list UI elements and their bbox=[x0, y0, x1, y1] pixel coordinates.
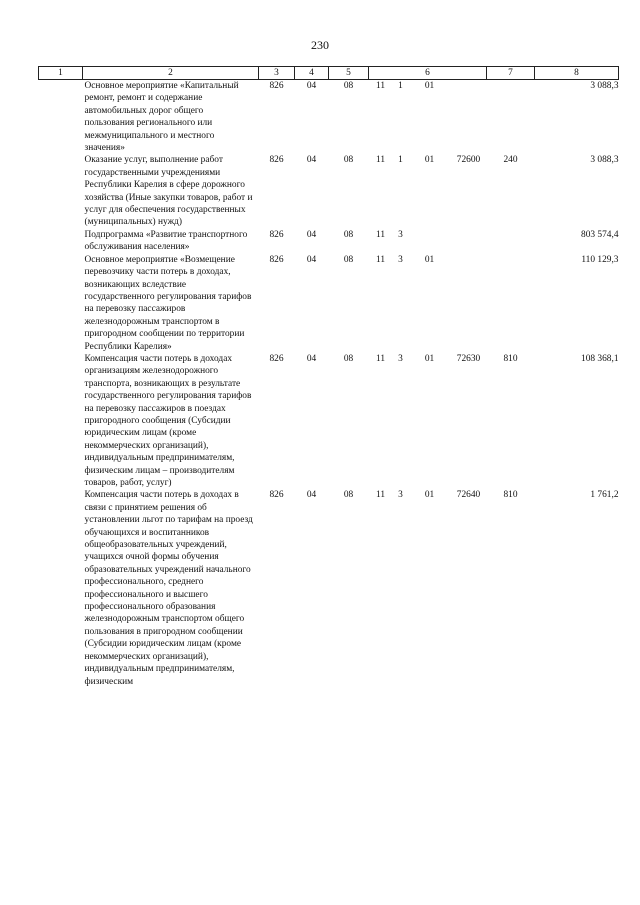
cell-expense-type: 240 bbox=[503, 155, 518, 166]
cell-direction bbox=[451, 254, 487, 353]
header-col-7: 7 bbox=[487, 67, 535, 80]
row-description: Подпрограмма «Развитие транспортного обслуживания населения» bbox=[84, 229, 248, 253]
cell-amount: 3 088,3 bbox=[590, 81, 619, 91]
page-number: 230 bbox=[311, 38, 329, 52]
table-row bbox=[39, 229, 619, 254]
table-row bbox=[39, 154, 619, 228]
cell-program: 11 bbox=[375, 81, 386, 91]
cell-ministry: 826 bbox=[269, 490, 284, 501]
cell-event: 01 bbox=[424, 81, 435, 91]
cell-subsection: 08 bbox=[343, 155, 354, 166]
cell-direction bbox=[451, 80, 487, 155]
cell-amount: 108 368,1 bbox=[581, 353, 619, 364]
row-description: Основное мероприятие «Капитальный ремонт, ремонт и содержание автомобильных дорог общего пользования регионального или межмуниципального и местного значения» bbox=[84, 81, 239, 154]
table-row bbox=[39, 80, 619, 155]
cell-amount: 3 088,3 bbox=[590, 155, 619, 166]
row-description: Основное мероприятие «Возмещение перевозчику части потерь в доходах, возникающих вследствие государственного регулирования тарифов на перевозку пассажиров железнодорожным транспортом в пригородном сообщении по территории Республики Карелия» bbox=[84, 254, 252, 352]
cell-section: 04 bbox=[306, 353, 317, 364]
cell-direction bbox=[451, 229, 487, 254]
cell-subsection: 08 bbox=[343, 81, 354, 91]
header-col-3: 3 bbox=[259, 67, 295, 80]
row-description: Компенсация части потерь в доходах в связи с принятием решения об установлении льгот по тарифам на проезд обучающихся и воспитанников общеобразовательных учреждений, учащихся очной формы обучения образовательных учреждений начального профессионального, среднего профессионального и высшего профессионального образования железнодорожным транспортом общего пользования в пригородном сообщении (Субсидии юридическим лицам (кроме некоммерческих организаций), индивидуальным предпринимателям, физическим bbox=[84, 490, 253, 687]
cell-program: 11 bbox=[375, 490, 386, 501]
cell-subprogram: 3 bbox=[398, 254, 403, 265]
header-col-6: 6 bbox=[369, 67, 487, 80]
cell-event: 01 bbox=[424, 353, 435, 364]
cell-program: 11 bbox=[375, 254, 386, 265]
cell-direction: 72640 bbox=[456, 490, 481, 501]
cell-subprogram: 3 bbox=[398, 353, 403, 364]
cell-section: 04 bbox=[306, 490, 317, 501]
header-col-8: 8 bbox=[535, 67, 619, 80]
cell-ministry: 826 bbox=[269, 353, 284, 364]
cell-section: 04 bbox=[306, 81, 317, 91]
cell-event: 01 bbox=[424, 155, 435, 166]
cell-ministry: 826 bbox=[269, 254, 284, 265]
cell-subsection: 08 bbox=[343, 490, 354, 501]
row-description: Оказание услуг, выполнение работ государственными учреждениями Республики Карелия в сфере дорожного хозяйства (Иные закупки товаров, работ и услуг для обеспечения государственных (муниципальных) нужд) bbox=[84, 155, 253, 228]
cell-subprogram: 3 bbox=[398, 229, 403, 240]
table-row bbox=[39, 489, 619, 688]
cell-section: 04 bbox=[306, 254, 317, 265]
cell-program: 11 bbox=[375, 353, 386, 364]
cell-direction: 72600 bbox=[456, 155, 481, 166]
header-col-2: 2 bbox=[83, 67, 259, 80]
cell-amount: 1 761,2 bbox=[590, 490, 619, 501]
cell-event: 01 bbox=[424, 490, 435, 501]
header-col-5: 5 bbox=[329, 67, 369, 80]
header-row bbox=[39, 67, 619, 80]
table-row bbox=[39, 254, 619, 353]
cell-expense-type: 810 bbox=[503, 490, 518, 501]
cell-subsection: 08 bbox=[343, 353, 354, 364]
cell-amount: 803 574,4 bbox=[581, 229, 619, 240]
cell-program: 11 bbox=[375, 155, 386, 166]
cell-section: 04 bbox=[306, 155, 317, 166]
cell-subprogram: 1 bbox=[398, 81, 403, 91]
cell-event: 01 bbox=[424, 254, 435, 265]
row-description: Компенсация части потерь в доходах организациям железнодорожного транспорта, возникающих в результате государственного регулирования тарифов на перевозку пассажиров в поездах пригородного сообщения (Субсидии юридическим лицам (кроме некоммерческих организаций), индивидуальным предпринимателям, физическим лицам – производителям товаров, работ, услуг) bbox=[84, 353, 252, 488]
cell-expense-type bbox=[487, 254, 535, 353]
cell-expense-type bbox=[487, 229, 535, 254]
cell-ministry: 826 bbox=[269, 229, 284, 240]
cell-ministry: 826 bbox=[269, 81, 284, 91]
cell-section: 04 bbox=[306, 229, 317, 240]
header-col-4: 4 bbox=[295, 67, 329, 80]
cell-program: 11 bbox=[375, 229, 386, 240]
cell-expense-type: 810 bbox=[503, 353, 518, 364]
cell-event bbox=[409, 229, 451, 254]
cell-subsection: 08 bbox=[343, 229, 354, 240]
cell-subprogram: 3 bbox=[398, 490, 403, 501]
header-col-1: 1 bbox=[39, 67, 83, 80]
cell-expense-type bbox=[487, 80, 535, 155]
cell-direction: 72630 bbox=[456, 353, 481, 364]
cell-subsection: 08 bbox=[343, 254, 354, 265]
cell-ministry: 826 bbox=[269, 155, 284, 166]
cell-subprogram: 1 bbox=[398, 155, 403, 166]
cell-amount: 110 129,3 bbox=[581, 254, 619, 265]
table-row bbox=[39, 353, 619, 489]
budget-table bbox=[38, 66, 619, 688]
